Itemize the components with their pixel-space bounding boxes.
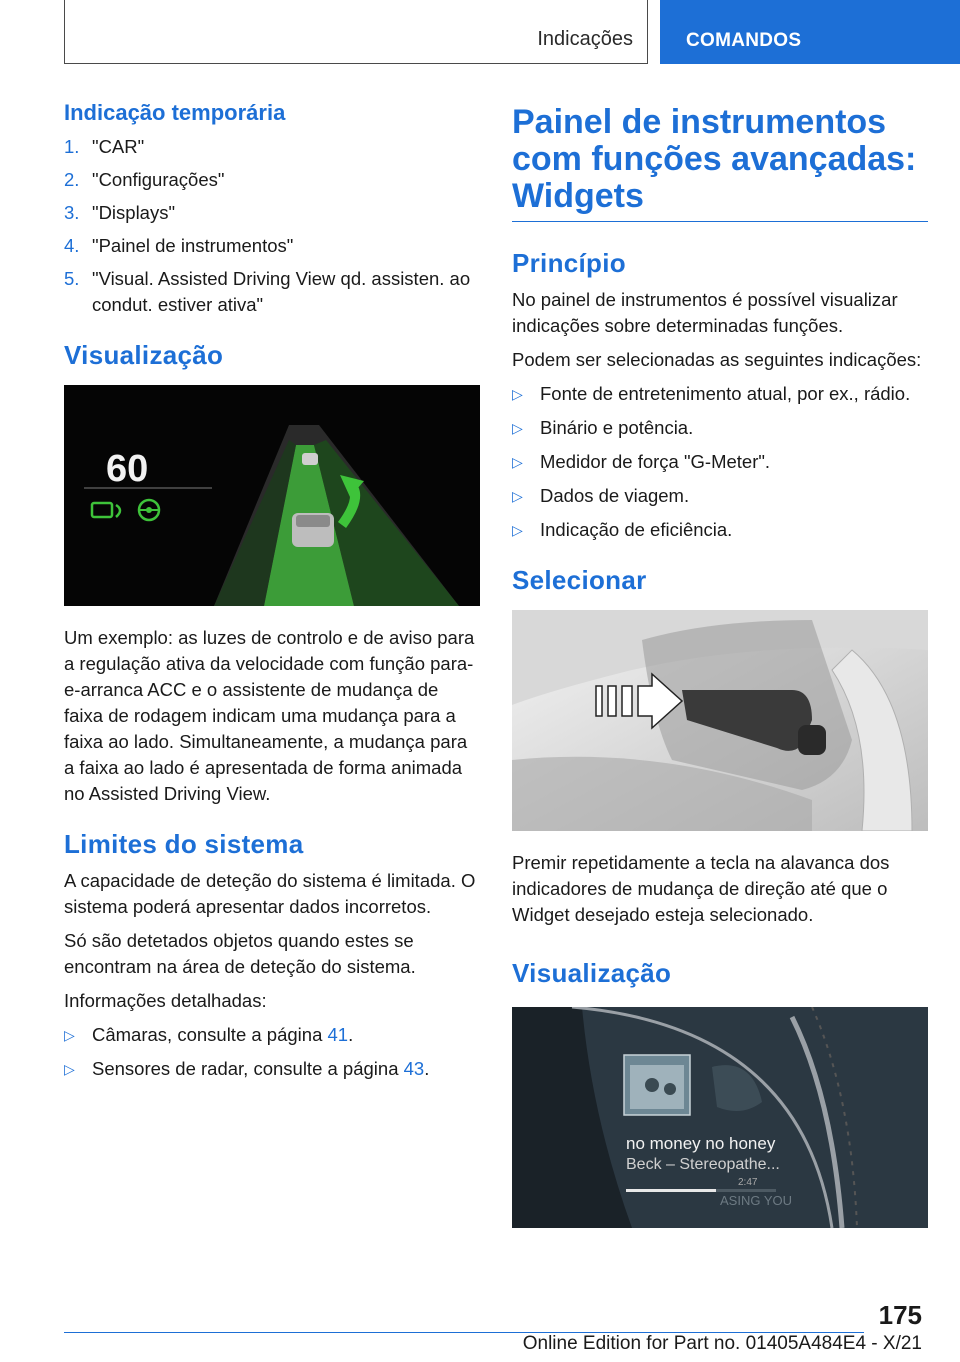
principle-paragraph-1: No painel de instrumentos é possível visualizar indicações sobre determinadas funções. (512, 289, 898, 336)
step-number: 4. (64, 235, 80, 256)
triangle-bullet-icon: ▷ (64, 1061, 75, 1077)
reference-item (64, 1022, 480, 1048)
option-text: Indicação de eficiência. (540, 519, 733, 540)
step-text: "Visual. Assisted Driving View qd. assisten. ao condut. estiver ativa" (92, 268, 471, 315)
reference-end: . (348, 1024, 354, 1045)
triangle-bullet-icon: ▷ (512, 488, 523, 504)
step-text: "Configurações" (92, 169, 225, 190)
select-heading: Selecionar (512, 565, 647, 595)
page-number: 175 (878, 1300, 922, 1330)
step-number: 5. (64, 268, 80, 289)
option-item (512, 483, 928, 509)
header-section-label: Indicações (537, 28, 633, 50)
option-text: Medidor de força "G-Meter". (540, 451, 771, 472)
step-number: 1. (64, 136, 80, 157)
step-item (64, 266, 480, 318)
page-link[interactable]: 41 (327, 1024, 349, 1045)
option-text: Binário e potência. (540, 417, 694, 438)
background-text: ASING YOU (720, 1193, 793, 1208)
select-caption: Premir repetidamente a tecla na alavanca dos indicadores de mudança de direção até que o Widget desejado esteja selecionado. (512, 852, 890, 925)
reference-text: Sensores de radar, consulte a página (92, 1058, 404, 1079)
limits-paragraph-1: A capacidade de deteção do sistema é limitada. O sistema poderá apresentar dados incorretos. (64, 870, 476, 917)
options-list (512, 381, 928, 543)
option-text: Fonte de entretenimento atual, por ex., rádio. (540, 383, 911, 404)
track-artist: Beck – Stereopathe... (626, 1156, 780, 1173)
visualization-heading: Visualização (64, 340, 224, 370)
header-section-tab (64, 0, 648, 64)
widget-display-image (512, 1007, 928, 1228)
reference-text: Câmaras, consulte a página (92, 1024, 328, 1045)
step-number: 3. (64, 202, 80, 223)
header-chapter-label: COMANDOS (686, 30, 802, 51)
step-item (64, 167, 480, 193)
triangle-bullet-icon: ▷ (512, 386, 523, 402)
principle-heading: Princípio (512, 248, 626, 278)
edition-note: Online Edition for Part no. 01405A484E4 - X/21 (522, 1333, 922, 1354)
section-title: Painel de instrumentos com funções avançadas: Widgets (512, 104, 928, 222)
reference-end: . (424, 1058, 430, 1079)
principle-paragraph-2: Podem ser selecionadas as seguintes indicações: (512, 349, 922, 370)
step-text: "Displays" (92, 202, 176, 223)
temporary-display-heading: Indicação temporária (64, 100, 286, 125)
step-text: "Painel de instrumentos" (92, 235, 294, 256)
step-number: 2. (64, 169, 80, 190)
steps-list (64, 134, 480, 318)
option-text: Dados de viagem. (540, 485, 690, 506)
triangle-bullet-icon: ▷ (64, 1027, 75, 1043)
left-column (64, 100, 480, 1090)
right-column (512, 104, 928, 1247)
system-limits-heading: Limites do sistema (64, 829, 304, 859)
track-title: no money no honey (626, 1134, 776, 1153)
limits-paragraph-2: Só são detetados objetos quando estes se encontram na área de deteção do sistema. (64, 930, 416, 977)
limits-paragraph-3: Informações detalhadas: (64, 990, 267, 1011)
widget-visualization-heading: Visualização (512, 958, 672, 988)
option-item (512, 517, 928, 543)
assisted-driving-view-image (64, 385, 480, 606)
header-chapter-tab[interactable] (660, 0, 960, 64)
step-item (64, 200, 480, 226)
option-item (512, 449, 928, 475)
step-item (64, 134, 480, 160)
step-item (64, 233, 480, 259)
turn-signal-lever-image (512, 610, 928, 831)
page-link[interactable]: 43 (403, 1058, 425, 1079)
triangle-bullet-icon: ▷ (512, 454, 523, 470)
speed-readout: 60 (106, 448, 149, 490)
option-item (512, 415, 928, 441)
reference-item (64, 1056, 480, 1082)
reference-list (64, 1022, 480, 1082)
step-text: "CAR" (92, 136, 145, 157)
track-progress-bar (626, 1189, 716, 1192)
option-item (512, 381, 928, 407)
triangle-bullet-icon: ▷ (512, 420, 523, 436)
image-caption: Um exemplo: as luzes de controlo e de aviso para a regulação ativa da velocidade com função para-e-arranca ACC e o assistente de mudança de faixa de rodagem indicam uma mudança para a faixa ao lado. Simultaneamente, a mudança para a faixa ao lado é apresentada de forma animada no Assisted Driving View. (64, 627, 475, 804)
triangle-bullet-icon: ▷ (512, 522, 523, 538)
track-time: 2:47 (738, 1177, 758, 1188)
